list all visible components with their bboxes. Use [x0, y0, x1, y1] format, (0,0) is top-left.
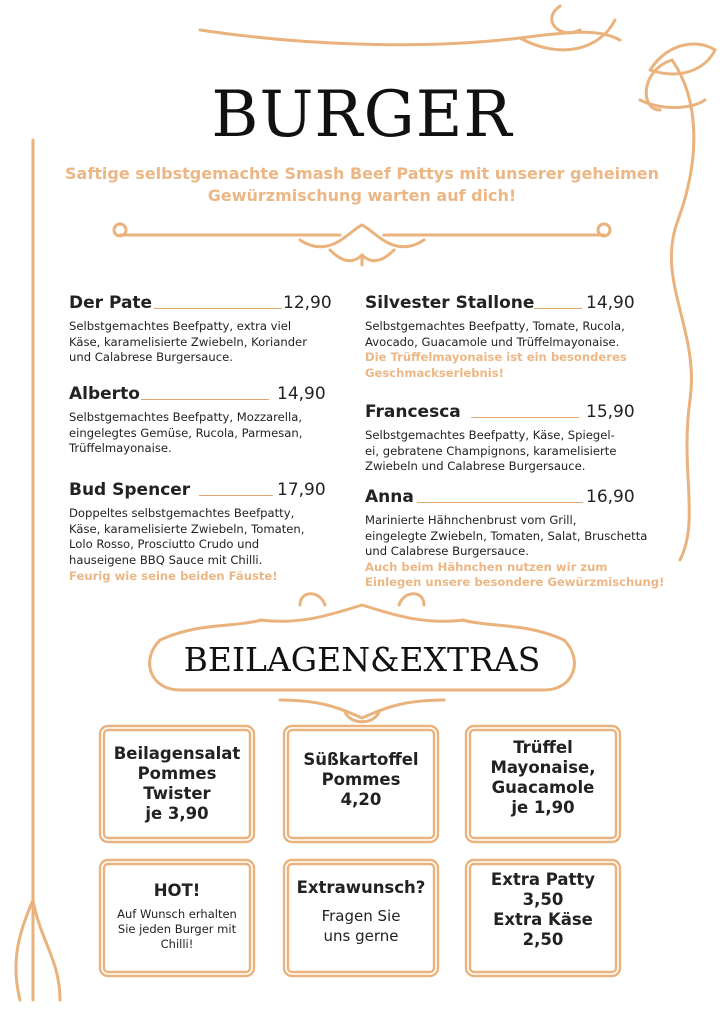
box-text: Fragen Sie — [321, 907, 401, 925]
small-line: Chilli! — [160, 936, 194, 951]
item-price: 12,90 — [283, 293, 332, 313]
menu-item-silvester-stallone — [365, 293, 685, 381]
desc-line: eingelegte Zwiebeln, Tomaten, Salat, Bruschetta — [365, 528, 648, 543]
desc-line: Zwiebeln und Calabrese Burgersauce. — [365, 459, 586, 474]
item-description — [365, 428, 685, 475]
desc-line: Avocado, Guacamole und Trüffelmayonaise. — [365, 334, 620, 349]
box-text: HOT! — [153, 880, 201, 900]
desc-line: Selbstgemachtes Beefpatty, extra viel — [69, 319, 292, 333]
box-text: Twister — [143, 784, 211, 803]
box-text: Pommes — [137, 764, 217, 783]
box-text: Trüffel — [513, 738, 573, 757]
small-line: Sie jeden Burger mit — [117, 921, 237, 936]
bottom-left-swirl — [33, 900, 60, 1000]
item-price: 16,90 — [586, 487, 635, 507]
small-line: Auf Wunsch erhalten — [117, 906, 237, 921]
extras-box-extra-patty — [469, 858, 617, 962]
price-leader-line — [154, 308, 282, 309]
box-price: 4,20 — [340, 790, 382, 809]
item-name: Bud Spencer — [69, 480, 191, 500]
divider-ornament-top — [114, 224, 610, 265]
desc-line: Marinierte Hähnchenbrust vom Grill, — [365, 513, 577, 527]
price-leader-line — [141, 399, 269, 400]
box-text: Süßkartoffel — [303, 750, 419, 769]
menu-item-anna — [365, 487, 695, 591]
menu-item-bud-spencer — [69, 480, 354, 585]
leaf-top-right — [650, 44, 715, 74]
desc-line: eingelegtes Gemüse, Rucola, Parmesan, — [69, 425, 303, 440]
box-text: uns gerne — [323, 927, 399, 945]
box-text: Pommes — [321, 770, 401, 789]
item-price: 14,90 — [586, 293, 635, 313]
desc-line: Trüffelmayonaise. — [69, 441, 172, 456]
item-price: 14,90 — [277, 384, 326, 404]
page-title: BURGER — [211, 78, 513, 152]
item-name: Der Pate — [69, 293, 153, 313]
note-line: Geschmackserlebnis! — [365, 365, 504, 380]
item-name: Alberto — [69, 384, 140, 404]
top-swirl — [200, 30, 620, 45]
desc-line: Selbstgemachtes Beefpatty, Tomate, Rucola, — [365, 319, 625, 333]
item-price: 15,90 — [586, 402, 635, 422]
menu-item-der-pate — [69, 293, 349, 366]
desc-line: und Calabrese Burgersauce. — [365, 544, 529, 559]
note-line: Auch beim Hähnchen nutzen wir zum — [365, 559, 608, 574]
extras-box-special-request — [287, 860, 435, 964]
item-description — [365, 513, 695, 560]
extras-box-sides — [103, 732, 251, 836]
desc-line: Käse, karamelisierte Zwiebeln, Tomaten, — [69, 521, 305, 536]
item-note — [365, 560, 695, 591]
price-leader-line — [417, 502, 583, 503]
box-price: je 3,90 — [145, 804, 209, 823]
note-line: Feurig wie seine beiden Fäuste! — [69, 569, 278, 584]
item-name: Francesca — [365, 402, 461, 422]
desc-line: Selbstgemachtes Beefpatty, Mozzarella, — [69, 410, 303, 424]
extras-section-title: BEILAGEN&EXTRAS — [183, 640, 541, 679]
menu-item-alberto — [69, 384, 349, 457]
box-price: je 1,90 — [511, 798, 575, 817]
note-line: Die Trüffelmayonaise ist ein besonderes — [365, 350, 627, 365]
box-text: Guacamole — [491, 778, 595, 797]
item-note — [365, 350, 685, 381]
box-text: Beilagensalat — [113, 744, 241, 763]
note-line: Einlegen unsere besondere Gewürzmischung! — [365, 575, 665, 590]
extras-box-sauces — [469, 726, 617, 830]
item-description — [365, 319, 685, 350]
subtitle-line-2: Gewürzmischung warten auf dich! — [207, 186, 517, 205]
item-price: 17,90 — [277, 480, 326, 500]
item-name: Anna — [365, 487, 414, 507]
desc-line: ei, gebratene Champignons, karamelisierte — [365, 443, 617, 458]
box-text: Extra Patty — [490, 870, 596, 889]
box-small-text — [117, 907, 237, 952]
box-text: Extrawunsch? — [296, 878, 426, 897]
extras-box-hot — [103, 864, 251, 968]
subtitle-line-1: Saftige selbstgemachte Smash Beef Pattys mit unserer geheimen — [65, 164, 659, 183]
desc-line: Doppeltes selbstgemachtes Beefpatty, — [69, 506, 295, 520]
box-price: 2,50 — [522, 930, 564, 949]
desc-line: hauseigene BBQ Sauce mit Chilli. — [69, 552, 263, 567]
item-description — [69, 506, 354, 568]
desc-line: Lolo Rosso, Prosciutto Crudo und — [69, 537, 260, 552]
item-description — [69, 410, 349, 457]
price-leader-line — [534, 308, 582, 309]
price-leader-line — [199, 495, 273, 496]
page-subtitle — [40, 163, 684, 207]
item-name: Silvester Stallone — [365, 293, 535, 313]
desc-line: Käse, karamelisierte Zwiebeln, Koriander — [69, 334, 307, 349]
desc-line: und Calabrese Burgersauce. — [69, 350, 233, 365]
menu-item-francesca — [365, 402, 685, 475]
box-price: 3,50 — [522, 890, 564, 909]
box-text: Extra Käse — [493, 910, 593, 929]
price-leader-line — [471, 417, 579, 418]
item-note — [69, 569, 354, 585]
extras-box-sweet-potato — [287, 728, 435, 832]
item-description — [69, 319, 349, 366]
desc-line: Selbstgemachtes Beefpatty, Käse, Spiegel- — [365, 428, 615, 442]
box-text: Mayonaise, — [490, 758, 596, 777]
